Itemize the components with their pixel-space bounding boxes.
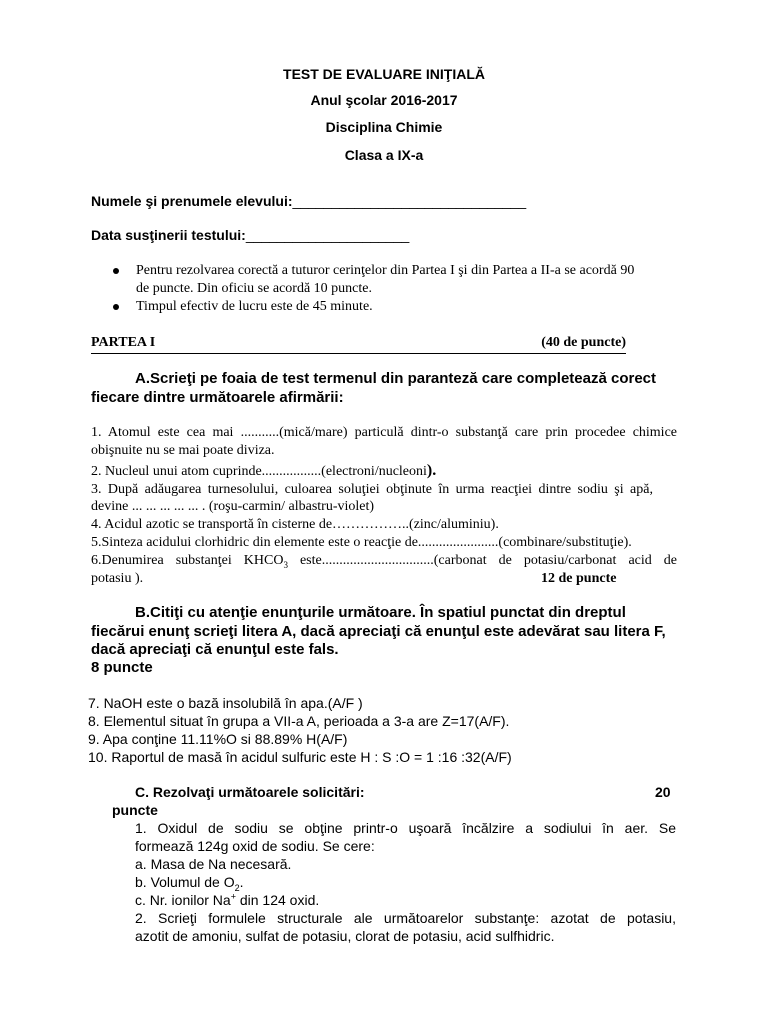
c-question-1-item-b <box>135 874 244 893</box>
question-8: 8. Elementul situat în grupa a VII-a A, perioada a 3-a are Z=17(A/F). <box>88 713 510 729</box>
question-2-text: 2. Nucleul unui atom cuprinde.................(electroni/nucleoni <box>91 464 427 479</box>
partea-1-points: (40 de puncte) <box>541 335 626 350</box>
question-10: 10. Raportul de masă în acidul sulfuric este H : S :O = 1 :16 :32(A/F) <box>88 749 512 765</box>
section-a-heading-line-1: A.Scrieţi pe foaia de test termenul din paranteză care completează corect <box>135 370 657 387</box>
c-question-1-line-2: formează 124g oxid de sodiu. Se cere: <box>135 838 375 854</box>
school-year: Anul şcolar 2016-2017 <box>310 92 458 108</box>
date-label: Data susţinerii testului: <box>91 227 246 243</box>
question-1-line-2: obişnuite nu se mai poate diviza. <box>91 443 275 458</box>
item-b-text: b. Volumul de O <box>135 874 235 890</box>
question-6-subscript: 3 <box>283 559 288 570</box>
question-9: 9. Apa conţine 11.11%O si 88.89% H(A/F) <box>88 731 348 747</box>
c-question-2-line-2: azotit de amoniu, sulfat de potasiu, clorat de potasiu, acid sulfhidric. <box>135 928 555 944</box>
question-6-part-a: 6.Denumirea substanţei KHCO <box>91 553 284 568</box>
section-c-points-number: 20 <box>655 784 671 800</box>
section-b-heading-line-1: B.Citiţi cu atenţie enunţurile următoare. În spatiul punctat din dreptul <box>135 604 626 621</box>
item-c-text: c. Nr. ionilor Na <box>135 892 231 908</box>
question-2-end: ). <box>426 462 437 479</box>
date-field <box>91 227 409 243</box>
section-c-title: C. Rezolvaţi următoarele solicitări: <box>135 784 365 800</box>
instruction-1-line-1: Pentru rezolvarea corectă a tuturor cerinţelor din Partea I şi din Partea a II-a se acordă 90 <box>136 263 635 278</box>
name-field <box>91 193 526 209</box>
discipline: Disciplina Chimie <box>325 119 443 135</box>
item-b-subscript: 2 <box>234 882 240 893</box>
partea-1-title: PARTEA I <box>91 335 156 350</box>
section-b-heading-line-3: dacă apreciaţi că enunţul este fals. <box>91 641 339 658</box>
question-6-part-b: este................................(carbonat de potasiu/carbonat acid de <box>287 553 678 568</box>
item-b-end: . <box>239 874 244 890</box>
bullet-icon <box>113 268 119 274</box>
c-question-1-item-c <box>135 892 319 908</box>
question-5: 5.Sinteza acidului clorhidric din elemente este o reacţie de.......................(combinare/substituţie). <box>91 535 632 550</box>
question-2 <box>91 462 436 480</box>
name-label: Numele şi prenumele elevului: <box>91 193 293 209</box>
instruction-1-line-2: de puncte. Din oficiu se acordă 10 puncte. <box>136 281 372 296</box>
c-question-2-line-1: 2. Scrieţi formulele structurale ale următoarelor substanţe: azotat de potasiu, <box>135 910 676 926</box>
date-blank: _____________________ <box>245 227 410 243</box>
section-a-heading-line-2: fiecare dintre următoarele afirmării: <box>91 389 344 406</box>
item-c-end: din 124 oxid. <box>235 892 320 908</box>
question-7: 7. NaOH este o bază insolubilă în apa.(A/F ) <box>88 695 363 711</box>
partea-1-heading <box>91 335 626 354</box>
test-title: TEST DE EVALUARE INIŢIALĂ <box>283 66 485 82</box>
name-blank: ______________________________ <box>292 193 527 209</box>
section-a-points: 12 de puncte <box>541 571 617 586</box>
question-6-line-1 <box>91 553 677 569</box>
c-question-1-line-1: 1. Oxidul de sodiu se obţine printr-o uşoară încălzire a sodiului în aer. Se <box>135 820 676 836</box>
question-3-line-2: devine ... ... ... ... ... . (roşu-carmin/ albastru-violet) <box>91 499 375 514</box>
class-level: Clasa a IX-a <box>344 147 424 163</box>
question-4: 4. Acidul azotic se transportă în cisterne de……………..(zinc/aluminiu). <box>91 517 499 532</box>
bullet-icon <box>113 304 119 310</box>
question-1-line-1: 1. Atomul este cea mai ...........(mică/mare) particulă dintr-o substanţă care prin procedee chimice <box>91 425 677 440</box>
question-3-line-1: 3. După adăugarea turnesolului, culoarea soluţiei obţinute în urma reacţiei dintre sodiu şi apă, <box>91 482 653 497</box>
section-b-heading-line-2: fiecărui enunţ scrieţi litera A, dacă apreciaţi că enunţul este adevărat sau litera F, <box>91 623 666 640</box>
section-c-points-word: puncte <box>112 802 158 818</box>
section-b-points: 8 puncte <box>91 659 153 676</box>
c-question-1-item-a: a. Masa de Na necesară. <box>135 856 292 872</box>
question-6-line-2: potasiu ). <box>91 571 144 586</box>
instruction-2: Timpul efectiv de lucru este de 45 minute. <box>136 299 373 314</box>
item-c-superscript: + <box>230 891 236 902</box>
